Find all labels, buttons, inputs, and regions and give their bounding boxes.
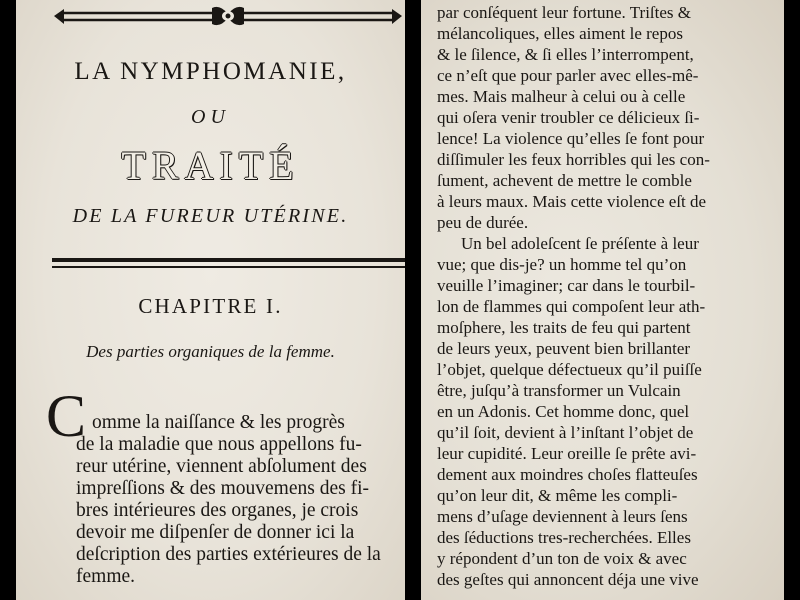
- right-body-line: à leurs maux. Mais cette violence eſt de: [437, 192, 707, 211]
- right-body-line: être, juſqu’à transformer un Vulcain: [437, 381, 681, 400]
- right-body-line: l’objet, quelque défectueux qu’il puiſſe: [437, 360, 702, 379]
- left-body-line: reur utérine, viennent abſolument des: [76, 456, 367, 477]
- left-body-line: impreſſions & des mouvemens des fi-: [76, 478, 369, 499]
- right-body-line: moſphere, les traits de feu qui partent: [437, 318, 691, 337]
- right-body-line: vue; que dis-je? un homme tel qu’on: [437, 255, 687, 274]
- left-page: [16, 0, 405, 600]
- divider-thick: [52, 258, 405, 262]
- right-body-line: Un bel adoleſcent ſe préſente à leur: [461, 234, 699, 253]
- right-body-line: & le ſilence, & ſi elles l’interrompent,: [437, 45, 694, 64]
- right-body-line: par conſéquent leur fortune. Triſtes &: [437, 3, 692, 22]
- left-body-line: deſcription des parties extérieures de la: [76, 544, 381, 565]
- right-body-line: lon de flammes qui compoſent leur ath-: [437, 297, 706, 316]
- right-body-line: de leurs yeux, peuvent bien brillanter: [437, 339, 691, 358]
- right-body-line: mélancoliques, elles aiment le repos: [437, 24, 683, 43]
- right-body-line: qu’on leur dit, & même les compli-: [437, 486, 678, 505]
- right-body-line: dement aux moindres choſes flatteuſes: [437, 465, 698, 484]
- left-body-line: devoir me diſpenſer de donner ici la: [76, 522, 355, 543]
- book-title: LA NYMPHOMANIE,: [74, 58, 347, 85]
- right-body-line: y répondent d’un ton de voix & avec: [437, 549, 687, 568]
- left-body-line: femme.: [76, 566, 136, 587]
- left-body-line: omme la naiſſance & les progrès: [92, 412, 345, 433]
- right-body-line: qu’il ſoit, devient à l’inſtant l’objet de: [437, 423, 694, 442]
- right-body-line: peu de durée.: [437, 213, 529, 232]
- right-body-line: ce n’eſt que pour parler avec elles-mê-: [437, 66, 699, 85]
- right-body-line: veuille l’imaginer; car dans le tourbil-: [437, 276, 696, 295]
- title-traite: TRAITÉ: [121, 143, 300, 188]
- book-subtitle: DE LA FUREUR UTÉRINE.: [72, 205, 349, 227]
- drop-cap: C: [46, 383, 87, 449]
- right-body-line: en un Adonis. Cet homme donc, quel: [437, 402, 690, 421]
- right-page: [421, 0, 784, 600]
- right-body-line: leur cupidité. Leur oreille ſe prête avi-: [437, 444, 697, 463]
- ornament-header: [52, 6, 404, 28]
- divider-thin: [52, 266, 405, 268]
- left-body-line: bres intérieures des organes, je crois: [76, 500, 359, 521]
- right-body-line: diſſimuler les feux horribles qui les con-: [437, 150, 710, 169]
- title-conjunction: OU: [191, 106, 230, 128]
- right-body-line: mes. Mais malheur à celui ou à celle: [437, 87, 686, 106]
- left-body-line: de la maladie que nous appellons fu-: [76, 434, 362, 455]
- right-body-line: mens d’uſage deviennent à leurs ſens: [437, 507, 688, 526]
- right-body-line: lence! La violence qu’elles ſe font pour: [437, 129, 705, 148]
- right-body-line: des ſéductions tres-recherchées. Elles: [437, 528, 691, 547]
- right-body-line: qui oſera venir troubler ce délicieux ſi-: [437, 108, 700, 127]
- chapter-subtitle: Des parties organiques de la femme.: [86, 342, 335, 361]
- chapter-heading: CHAPITRE I.: [138, 294, 283, 318]
- right-body-line: ſument, achevent de mettre le comble: [437, 171, 692, 190]
- right-body-line: des geſtes qui annoncent déja une vive: [437, 570, 699, 589]
